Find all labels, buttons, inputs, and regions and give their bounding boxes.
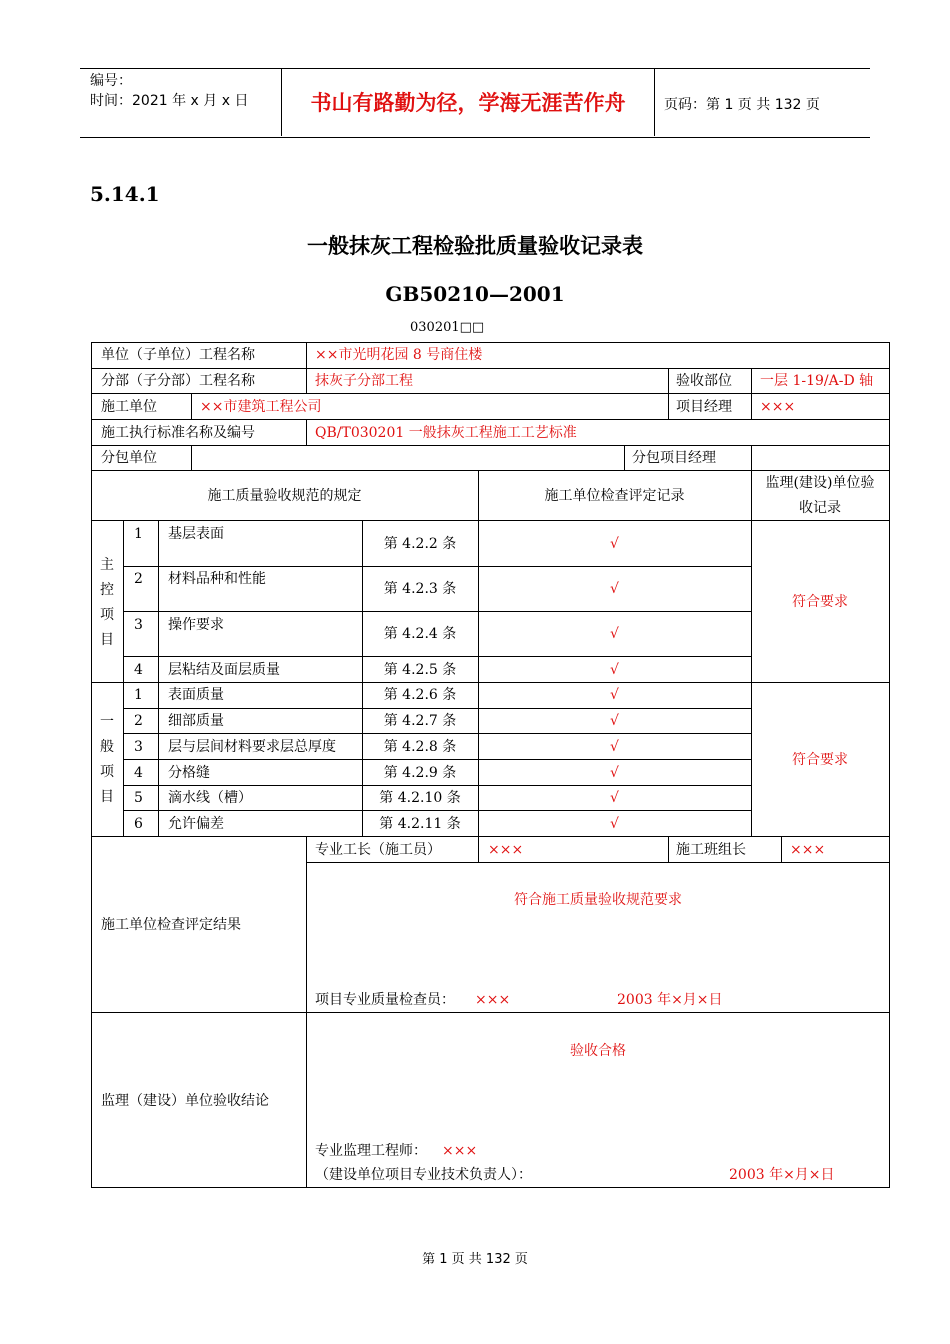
quality-inspector-value: ××× xyxy=(475,992,511,1008)
item-clause: 第 4.2.11 条 xyxy=(379,816,461,832)
page-footer: 第 1 页 共 132 页 xyxy=(422,1252,528,1267)
page-info: 页码：第 1 页 共 132 页 xyxy=(664,97,820,113)
item-name: 表面质量 xyxy=(168,687,224,703)
quality-inspector-label: 项目专业质量检查员： xyxy=(315,992,455,1008)
doc-number-label: 编号： xyxy=(90,73,132,89)
header-divider xyxy=(654,68,655,136)
check-mark: √ xyxy=(610,687,619,703)
item-clause: 第 4.2.6 条 xyxy=(383,687,457,703)
check-mark: √ xyxy=(610,765,619,781)
general-items-group-label: 目 xyxy=(100,789,114,805)
item-name: 允许偏差 xyxy=(168,816,224,832)
form-code: 030201□□ xyxy=(410,320,485,335)
item-number: 4 xyxy=(134,662,143,678)
item-number: 1 xyxy=(134,526,143,542)
contractor-date: 2003 年×月×日 xyxy=(617,992,723,1008)
item-number: 2 xyxy=(134,571,143,587)
check-mark: √ xyxy=(610,626,619,642)
item-name: 层粘结及面层质量 xyxy=(168,662,280,678)
item-number: 2 xyxy=(134,713,143,729)
check-mark: √ xyxy=(610,662,619,678)
item-name: 操作要求 xyxy=(168,617,224,633)
project-manager-value: ××× xyxy=(760,399,796,415)
item-clause: 第 4.2.2 条 xyxy=(383,536,457,552)
contractor-value: ××市建筑工程公司 xyxy=(200,399,322,415)
standard-value: QB/T030201 一般抹灰工程施工工艺标准 xyxy=(315,425,577,441)
contractor-result-label: 施工单位检查评定结果 xyxy=(101,917,241,933)
check-mark: √ xyxy=(610,790,619,806)
supervising-engineer-value: ××× xyxy=(442,1143,478,1159)
subdivision-label: 分部（子分部）工程名称 xyxy=(101,373,255,389)
check-mark: √ xyxy=(610,816,619,832)
item-name: 层与层间材料要求层总厚度 xyxy=(168,739,336,755)
foreman-label: 专业工长（施工员） xyxy=(315,842,441,858)
general-items-group-label: 项 xyxy=(100,764,114,780)
item-name: 细部质量 xyxy=(168,713,224,729)
acceptance-part-value: 一层 1-19/A-D 轴 xyxy=(760,373,874,389)
main-items-group-label: 目 xyxy=(100,632,114,648)
header-motto: 书山有路勤为径，学海无涯苦作舟 xyxy=(310,91,626,115)
check-mark: √ xyxy=(610,713,619,729)
sub-project-manager-label: 分包项目经理 xyxy=(632,450,716,466)
project-manager-label: 项目经理 xyxy=(676,399,732,415)
item-name: 材料品种和性能 xyxy=(168,571,266,587)
contractor-label: 施工单位 xyxy=(101,399,157,415)
check-mark: √ xyxy=(610,739,619,755)
item-clause: 第 4.2.8 条 xyxy=(383,739,457,755)
spec-column-header: 施工质量验收规范的规定 xyxy=(207,488,362,504)
item-name: 分格缝 xyxy=(168,765,210,781)
item-number: 4 xyxy=(134,765,143,781)
item-number: 5 xyxy=(134,790,143,806)
supervisor-date: 2003 年×月×日 xyxy=(729,1167,835,1183)
main-items-group-label: 主 xyxy=(100,557,114,573)
standard-label: 施工执行标准名称及编号 xyxy=(101,425,255,441)
subcontractor-label: 分包单位 xyxy=(101,450,157,466)
item-name: 基层表面 xyxy=(168,526,224,542)
doc-date: 时间：2021 年 x 月 x 日 xyxy=(90,93,249,109)
main-items-group-label: 控 xyxy=(100,582,114,598)
item-clause: 第 4.2.9 条 xyxy=(383,765,457,781)
acceptance-part-label: 验收部位 xyxy=(676,373,732,389)
standard-code: GB50210—2001 xyxy=(385,282,565,306)
contractor-conclusion: 符合施工质量验收规范要求 xyxy=(514,892,682,908)
unit-name-value: ××市光明花园 8 号商住楼 xyxy=(315,347,483,363)
supervisor-column-header: 收记录 xyxy=(799,500,841,516)
general-items-result: 符合要求 xyxy=(792,752,848,768)
item-clause: 第 4.2.5 条 xyxy=(383,662,457,678)
check-mark: √ xyxy=(610,536,619,552)
owner-representative-label: （建设单位项目专业技术负责人）： xyxy=(315,1167,532,1183)
unit-name-label: 单位（子单位）工程名称 xyxy=(101,347,255,363)
team-leader-value: ××× xyxy=(790,842,826,858)
section-number: 5.14.1 xyxy=(90,182,160,206)
supervisor-conclusion: 验收合格 xyxy=(570,1043,626,1059)
item-number: 3 xyxy=(134,617,143,633)
team-leader-label: 施工班组长 xyxy=(676,842,746,858)
main-items-result: 符合要求 xyxy=(792,594,848,610)
general-items-group-label: 一 xyxy=(100,714,114,730)
record-column-header: 施工单位检查评定记录 xyxy=(544,488,685,504)
item-name: 滴水线（槽） xyxy=(168,790,252,806)
subdivision-value: 抹灰子分部工程 xyxy=(315,373,413,389)
supervisor-result-label: 监理（建设）单位验收结论 xyxy=(101,1093,269,1109)
general-items-group-label: 般 xyxy=(100,739,114,755)
supervisor-column-header: 监理(建设)单位验 xyxy=(765,475,875,491)
item-number: 6 xyxy=(134,816,143,832)
item-clause: 第 4.2.7 条 xyxy=(383,713,457,729)
item-clause: 第 4.2.10 条 xyxy=(379,790,461,806)
item-clause: 第 4.2.3 条 xyxy=(383,581,457,597)
check-mark: √ xyxy=(610,581,619,597)
item-number: 1 xyxy=(134,687,143,703)
foreman-value: ××× xyxy=(488,842,524,858)
item-number: 3 xyxy=(134,739,143,755)
item-clause: 第 4.2.4 条 xyxy=(383,626,457,642)
main-items-group-label: 项 xyxy=(100,607,114,623)
supervising-engineer-label: 专业监理工程师： xyxy=(315,1143,427,1159)
page-title: 一般抹灰工程检验批质量验收记录表 xyxy=(307,234,643,258)
